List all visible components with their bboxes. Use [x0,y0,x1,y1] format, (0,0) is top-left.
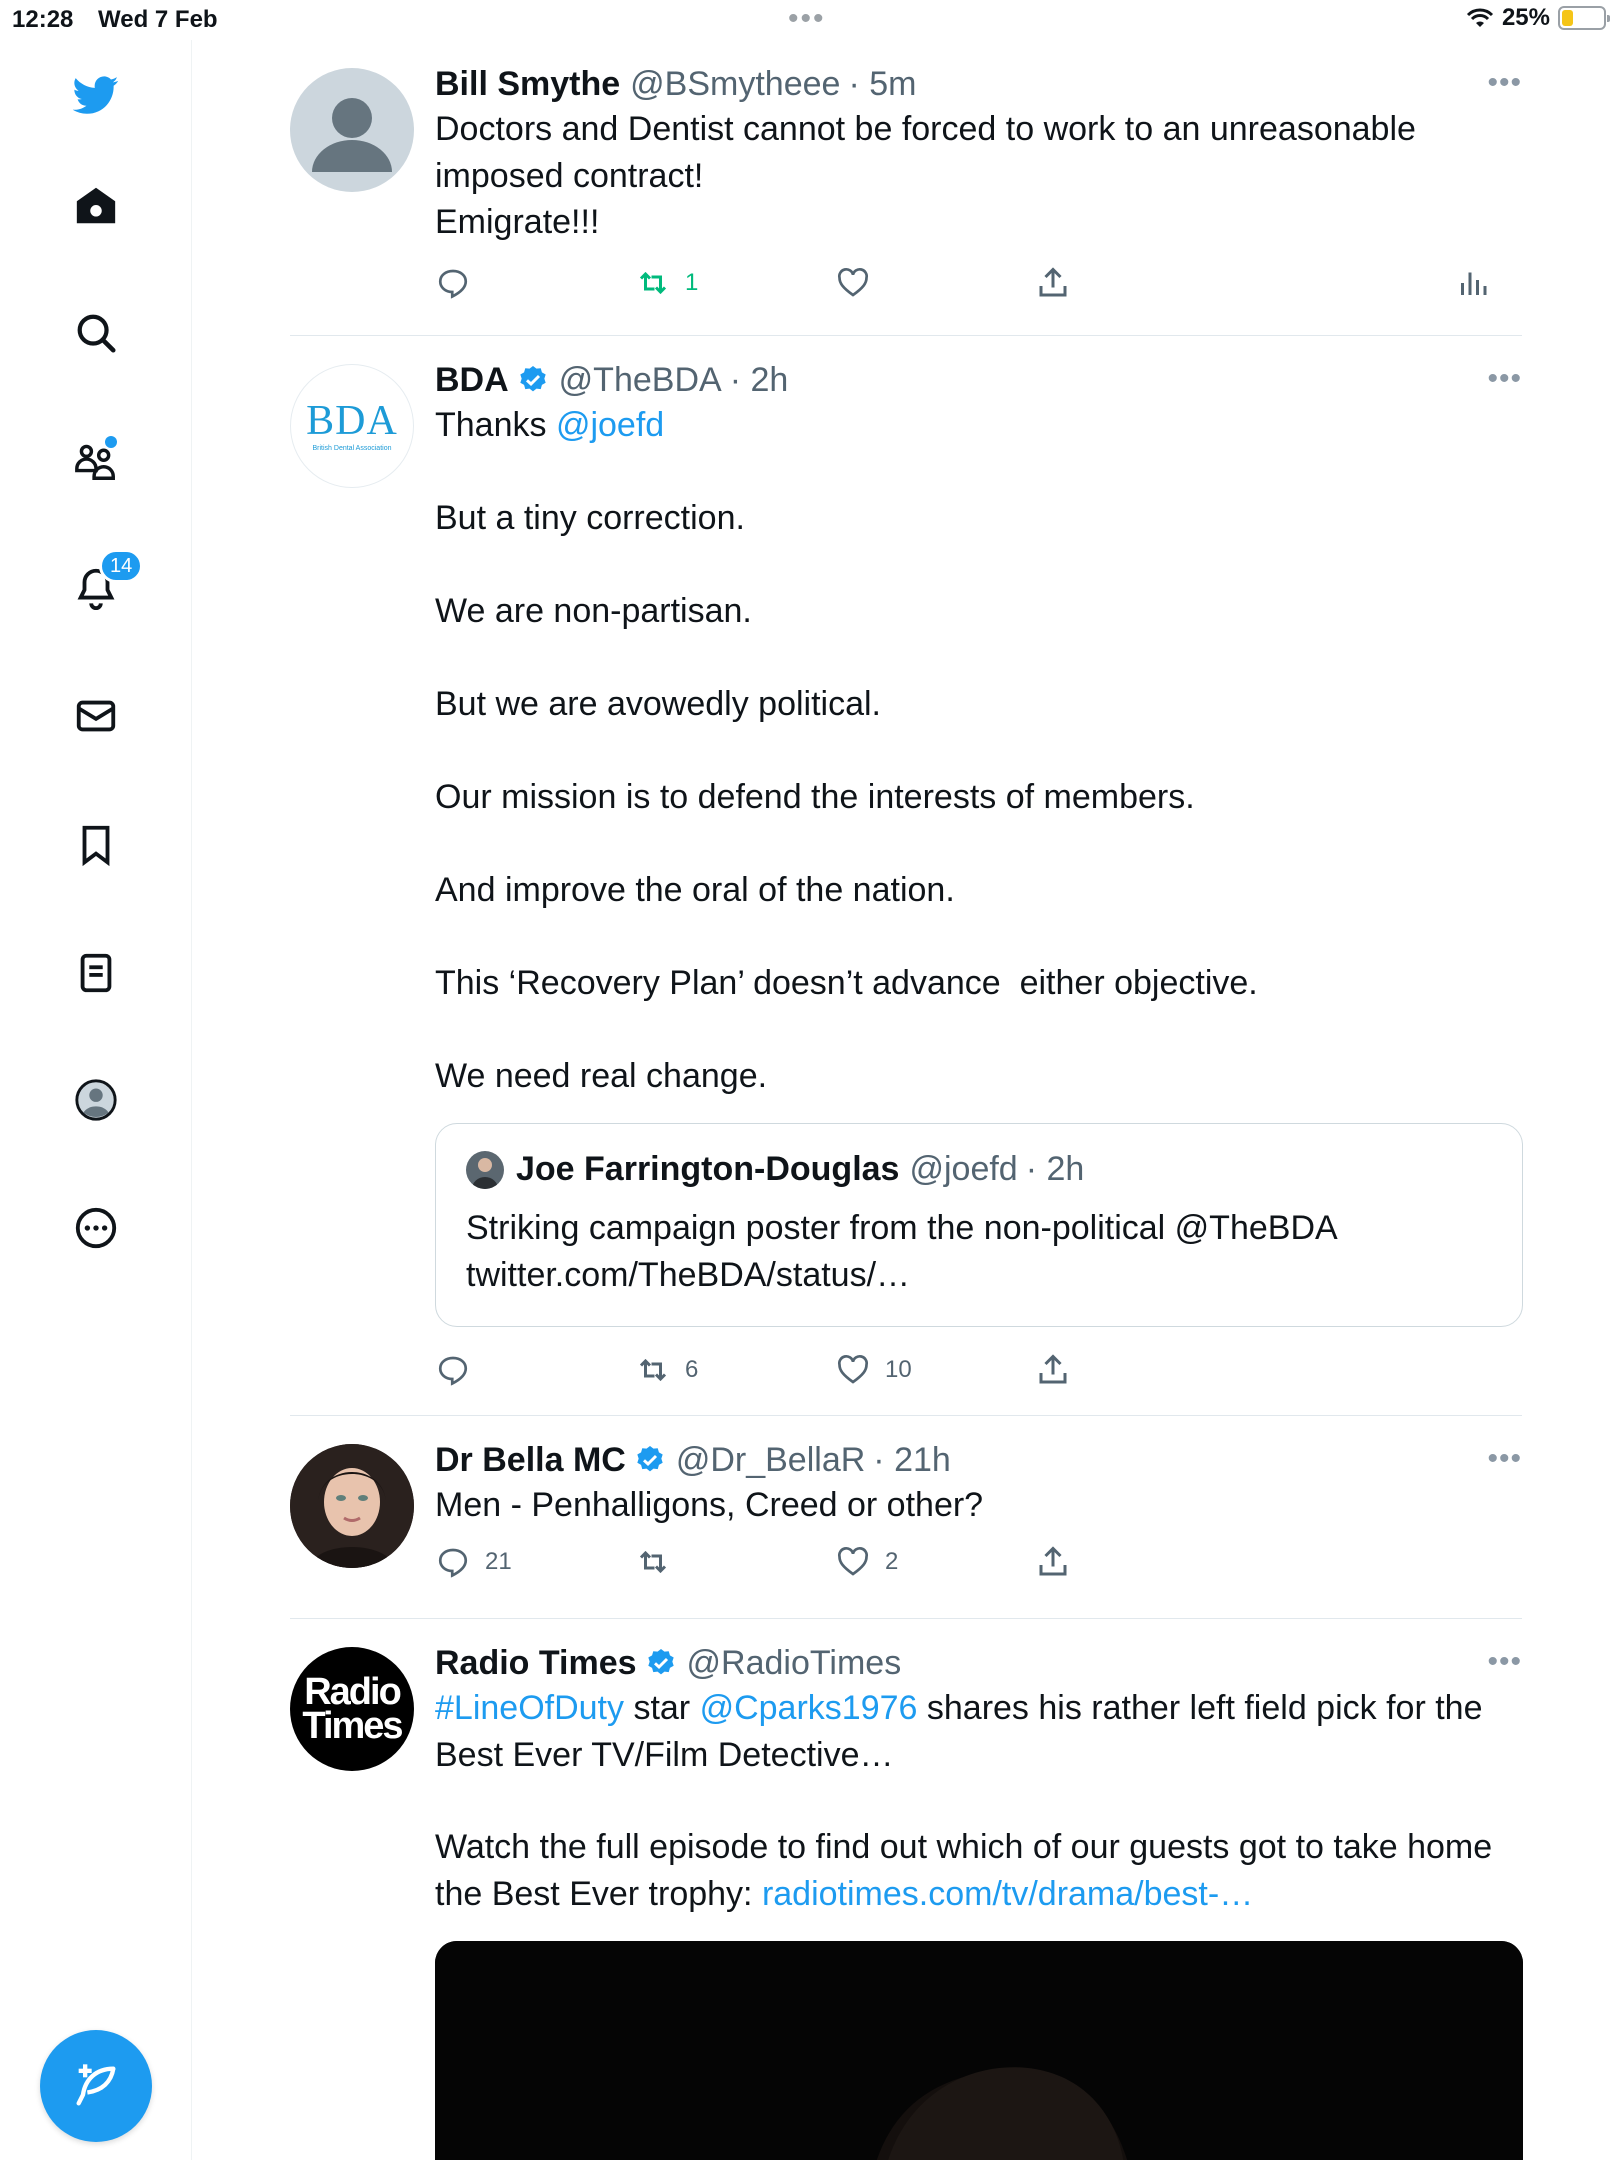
avatar[interactable] [290,68,414,192]
more-menu-icon[interactable]: ••• [1487,66,1522,99]
radio-times-logo-line2: Times [302,1705,402,1747]
retweet-count: 6 [685,1356,699,1383]
status-date: Wed 7 Feb [98,6,218,33]
share-icon [1035,265,1071,301]
tweet-text-intro [435,402,1522,449]
verified-badge-icon [634,1444,666,1476]
tweet-actions [435,1345,1522,1395]
tweet-time[interactable]: · 21h [873,1441,951,1479]
communities-dot-badge [105,436,117,448]
author-name[interactable]: Dr Bella MC [435,1441,626,1479]
compose-feather-icon [70,2060,122,2112]
wifi-icon [1466,7,1494,29]
communities-icon[interactable] [63,428,129,494]
tweet-text: Doctors and Dentist cannot be forced to work to an unreasonable imposed contract! Emigrate!!! [435,110,1416,241]
battery-icon [1558,6,1606,30]
tweet[interactable] [290,336,1522,1416]
multitasking-dots-icon[interactable]: ••• [788,2,826,35]
retweet-icon [635,265,671,301]
sidebar [0,40,192,2160]
more-menu-icon[interactable]: ••• [1487,1645,1522,1678]
verified-badge-icon [645,1647,677,1679]
tweet-text-star: star [624,1689,700,1727]
tweet-text [435,1685,1522,1778]
heart-icon [835,1352,871,1388]
home-icon[interactable] [63,173,129,239]
heart-icon [835,1544,871,1580]
search-icon[interactable] [63,300,129,366]
tweet-text-body: Watch the full episode to find out which of our guests got to take home the Best Ever trophy: [435,1828,1502,1913]
tweet-time[interactable]: · 5m [848,65,917,103]
tweet-text: Men - Penhalligons, Creed or other? [435,1486,984,1524]
reply-icon [435,1544,471,1580]
retweet-button[interactable] [635,1544,671,1580]
like-button[interactable] [835,265,871,301]
quote-author-name[interactable]: Joe Farrington-Douglas [516,1150,900,1188]
bda-logo-subtext: British Dental Association [312,444,392,452]
tweet[interactable] [290,40,1522,336]
like-button[interactable] [835,1352,912,1388]
reply-button[interactable] [435,265,471,301]
avatar[interactable] [290,1647,414,1771]
verified-badge-icon [517,364,549,396]
author-name[interactable]: BDA [435,361,509,399]
profile-avatar-icon[interactable] [63,1067,129,1133]
status-bar [0,0,1620,40]
author-handle[interactable]: @BSmytheee [630,65,841,103]
share-icon [1035,1352,1071,1388]
mention-link[interactable]: @joefd [555,406,665,444]
notifications-icon[interactable] [63,555,133,621]
retweet-icon [635,1544,671,1580]
analytics-button[interactable] [1455,265,1491,301]
avatar[interactable] [290,364,414,488]
notifications-badge: 14 [99,549,143,583]
mention-link[interactable]: @Cparks1976 [699,1689,918,1727]
video-media[interactable] [435,1941,1523,2160]
radio-times-logo-line1: Radio [304,1671,400,1713]
author-name[interactable]: Radio Times [435,1644,637,1682]
share-button[interactable] [1035,1544,1071,1580]
retweet-button[interactable] [635,265,698,301]
bda-logo-text: BDA [306,397,398,444]
status-right [1466,4,1606,32]
quote-author-handle[interactable]: @joefd [909,1150,1018,1188]
retweet-count: 1 [685,268,699,296]
tweet-text: But a tiny correction. We are non-partisan. But we are avowedly political. Our mission is to defend the interests of members. And improve the oral of the nation. This ‘Recovery Plan’ doesn’t advance either objective. We need real change. [435,498,1258,1095]
hashtag-link[interactable]: #LineOfDuty [435,1689,624,1727]
quote-text: Striking campaign poster from the non-political @TheBDA twitter.com/TheBDA/status/… [466,1209,1338,1294]
tweet-text-rest: shares his rather left field pick for the Best Ever TV/Film Detective… [435,1689,1492,1774]
tweet[interactable] [290,1416,1522,1619]
tweet[interactable] [290,1619,1522,2160]
author-name[interactable]: Bill Smythe [435,65,621,103]
tweet-text-prefix: Thanks [435,406,556,444]
quote-time[interactable]: · 2h [1025,1150,1085,1188]
reply-button[interactable] [435,1544,512,1580]
tweet-time[interactable]: · 2h [729,361,789,399]
more-menu-icon[interactable]: ••• [1487,362,1522,395]
heart-icon [835,265,871,301]
timeline-feed [193,40,1620,2160]
analytics-icon [1455,265,1491,301]
author-handle[interactable]: @RadioTimes [686,1644,902,1682]
quote-avatar [466,1151,504,1189]
like-count: 2 [885,1547,899,1575]
tweet-text-2 [435,1824,1522,1917]
avatar[interactable] [290,1444,414,1568]
twitter-logo-icon[interactable] [63,62,129,128]
bookmarks-icon[interactable] [63,812,129,878]
reply-button[interactable] [435,1352,471,1388]
reply-icon [435,1352,471,1388]
more-menu-icon[interactable]: ••• [1487,1442,1522,1475]
video-thumbnail [435,1941,1523,2160]
share-icon [1035,1544,1071,1580]
more-options-icon[interactable] [63,1195,129,1261]
battery-percent: 25% [1501,4,1550,31]
author-handle[interactable]: @Dr_BellaR [675,1441,866,1479]
url-link[interactable]: radiotimes.com/tv/drama/best-… [761,1874,1254,1913]
author-handle[interactable]: @TheBDA [558,361,722,399]
share-button[interactable] [1035,1352,1071,1388]
like-button[interactable] [835,1544,898,1580]
compose-tweet-button[interactable] [40,2030,152,2142]
status-time: 12:28 [12,6,74,33]
like-count: 10 [885,1356,912,1383]
share-button[interactable] [1035,265,1071,301]
reply-count: 21 [485,1547,512,1575]
messages-icon[interactable] [63,683,129,749]
quote-tweet[interactable] [435,1123,1523,1327]
lists-icon[interactable] [63,940,129,1006]
reply-icon [435,265,471,301]
retweet-icon [635,1352,671,1388]
tweet-actions [435,258,1522,308]
tweet-actions [435,1537,1522,1587]
retweet-button[interactable] [635,1352,698,1388]
